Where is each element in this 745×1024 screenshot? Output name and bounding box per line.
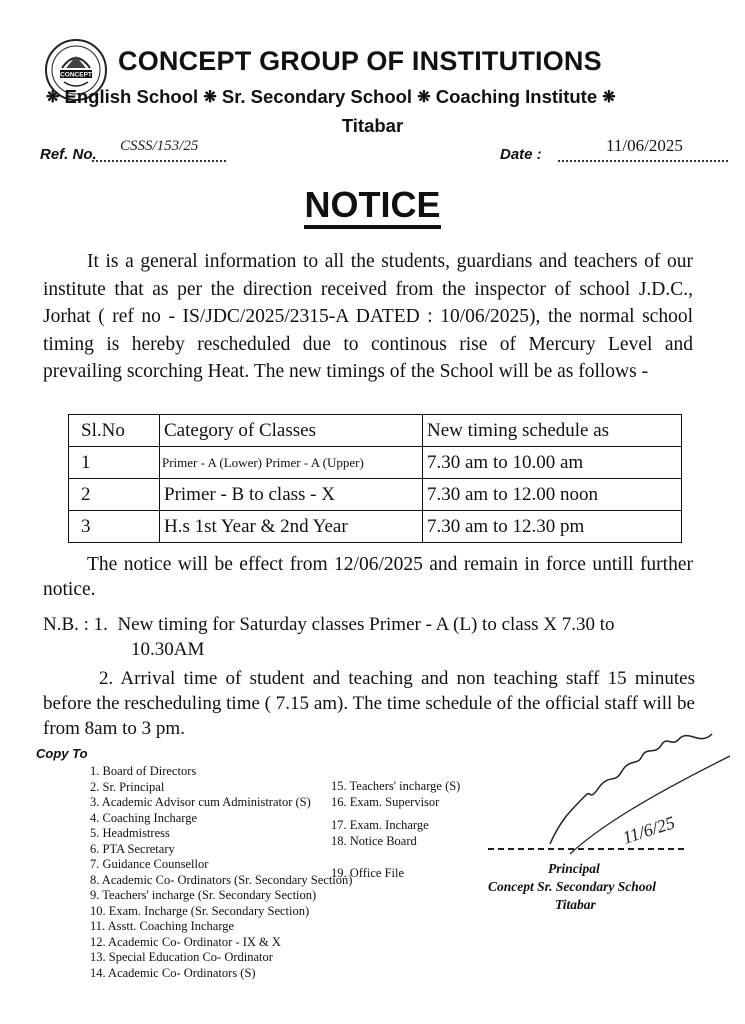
- nb-item2-text: 2. Arrival time of student and teaching and non teaching staff 15 minutes before the rescheduling time ( 7.15 am). The time schedule of the official staff will be from 8am to 3 pm.: [43, 668, 695, 739]
- table-row: [69, 447, 682, 479]
- logo-text: CONCEPT: [60, 71, 92, 79]
- table-row: [69, 511, 682, 543]
- list-item: 8. Academic Co- Ordinators (Sr. Secondary Section): [90, 872, 353, 887]
- ref-label: Ref. No.: [40, 146, 97, 163]
- table-cell: 3: [69, 511, 160, 543]
- date-dotted-line: [558, 160, 728, 162]
- table-cell: 7.30 am to 12.30 pm: [423, 511, 682, 543]
- principal-school: Concept Sr. Secondary School: [488, 879, 657, 894]
- list-item: 15. Teachers' incharge (S): [331, 779, 461, 793]
- institution-subtitle: [46, 86, 616, 108]
- list-item: 6. PTA Secretary: [90, 841, 175, 856]
- list-item: 13. Special Education Co- Ordinator: [90, 950, 273, 964]
- copy-to-label: Copy To: [36, 746, 88, 761]
- list-item: 16. Exam. Supervisor: [331, 795, 440, 809]
- ref-dotted-line: [92, 160, 226, 162]
- handwritten-signature: [530, 726, 740, 866]
- table-header-row: [69, 415, 682, 447]
- bullet-icon: ❋: [417, 89, 431, 106]
- table-cell: 2: [69, 479, 160, 511]
- nb-item1-line2: 10.30AM: [131, 639, 205, 660]
- bullet-icon: ❋: [602, 89, 616, 106]
- effect-text: The notice will be effect from 12/06/2025 and remain in force untill further notice.: [43, 554, 693, 600]
- nb-item1-line1: New timing for Saturday classes Primer - A (L) to class X 7.30 to: [117, 614, 615, 635]
- table-cell: 7.30 am to 10.00 am: [423, 447, 682, 479]
- signature-date: 11/6/25: [620, 812, 678, 848]
- list-item: 11. Asstt. Coaching Incharge: [90, 919, 235, 933]
- table-cell: 7.30 am to 12.00 noon: [423, 479, 682, 511]
- list-item: 17. Exam. Incharge: [331, 818, 429, 832]
- signature-line: [488, 848, 684, 850]
- table-cell: 1: [69, 447, 160, 479]
- bullet-icon: ❋: [46, 89, 60, 106]
- body-text: It is a general information to all the students, guardians and teachers of our institute that as per the direction received from the inspector of school J.D.C., Jorhat ( ref no - IS/JDC/2025/2315-A DATED : 10/06/2025), the normal school timing is hereby rescheduled due to continous rise of Mercury Level and prevailing scorching Heat. The new timings of the School will be as follows -: [43, 251, 693, 382]
- effect-paragraph: [43, 552, 693, 602]
- ref-date-row: [40, 138, 690, 164]
- list-item: 7. Guidance Counsellor: [90, 857, 209, 871]
- list-item: 18. Notice Board: [331, 834, 417, 848]
- body-paragraph: [43, 248, 693, 386]
- ref-number: CSSS/153/25: [120, 138, 199, 154]
- institution-place: Titabar: [341, 115, 404, 136]
- institution-title: CONCEPT GROUP OF INSTITUTIONS: [118, 46, 602, 76]
- sr-secondary-label: Sr. Secondary School: [221, 86, 413, 107]
- table-header-cell: Category of Classes: [160, 415, 423, 447]
- english-school-label: English School: [64, 86, 199, 107]
- table-cell: Primer - B to class - X: [160, 479, 423, 511]
- principal-place: Titabar: [555, 897, 596, 912]
- table-cell: H.s 1st Year & 2nd Year: [160, 511, 423, 543]
- table-cell: Primer - A (Lower) Primer - A (Upper): [160, 447, 423, 479]
- list-item: 4. Coaching Incharge: [90, 810, 198, 825]
- list-item: 5. Headmistress: [90, 826, 170, 840]
- list-item: 14. Academic Co- Ordinators (S): [90, 965, 256, 980]
- table-header-cell: Sl.No: [69, 415, 160, 447]
- principal-designation: Principal: [548, 861, 600, 876]
- list-item: 9. Teachers' incharge (Sr. Secondary Section): [90, 888, 317, 902]
- nb-item-1: [43, 612, 693, 662]
- notice-heading: [0, 184, 745, 226]
- list-item: 12. Academic Co- Ordinator - IX & X: [90, 934, 281, 949]
- list-item: 19. Office File: [331, 866, 405, 880]
- copy-to-left-list: [90, 764, 352, 981]
- list-item: 3. Academic Advisor cum Administrator (S): [90, 795, 311, 809]
- date-value: 11/06/2025: [606, 136, 683, 155]
- bullet-icon: ❋: [203, 89, 217, 106]
- coaching-institute-label: Coaching Institute: [435, 86, 598, 107]
- nb-label: N.B. : 1.: [43, 614, 108, 635]
- table-header-cell: New timing schedule as: [423, 415, 682, 447]
- list-item: 2. Sr. Principal: [90, 779, 165, 794]
- list-item: 1. Board of Directors: [90, 764, 197, 778]
- notice-title: NOTICE: [304, 184, 440, 229]
- list-item: 10. Exam. Incharge (Sr. Secondary Section): [90, 903, 310, 918]
- timing-table: [68, 414, 682, 543]
- date-label: Date :: [500, 146, 542, 163]
- table-row: [69, 479, 682, 511]
